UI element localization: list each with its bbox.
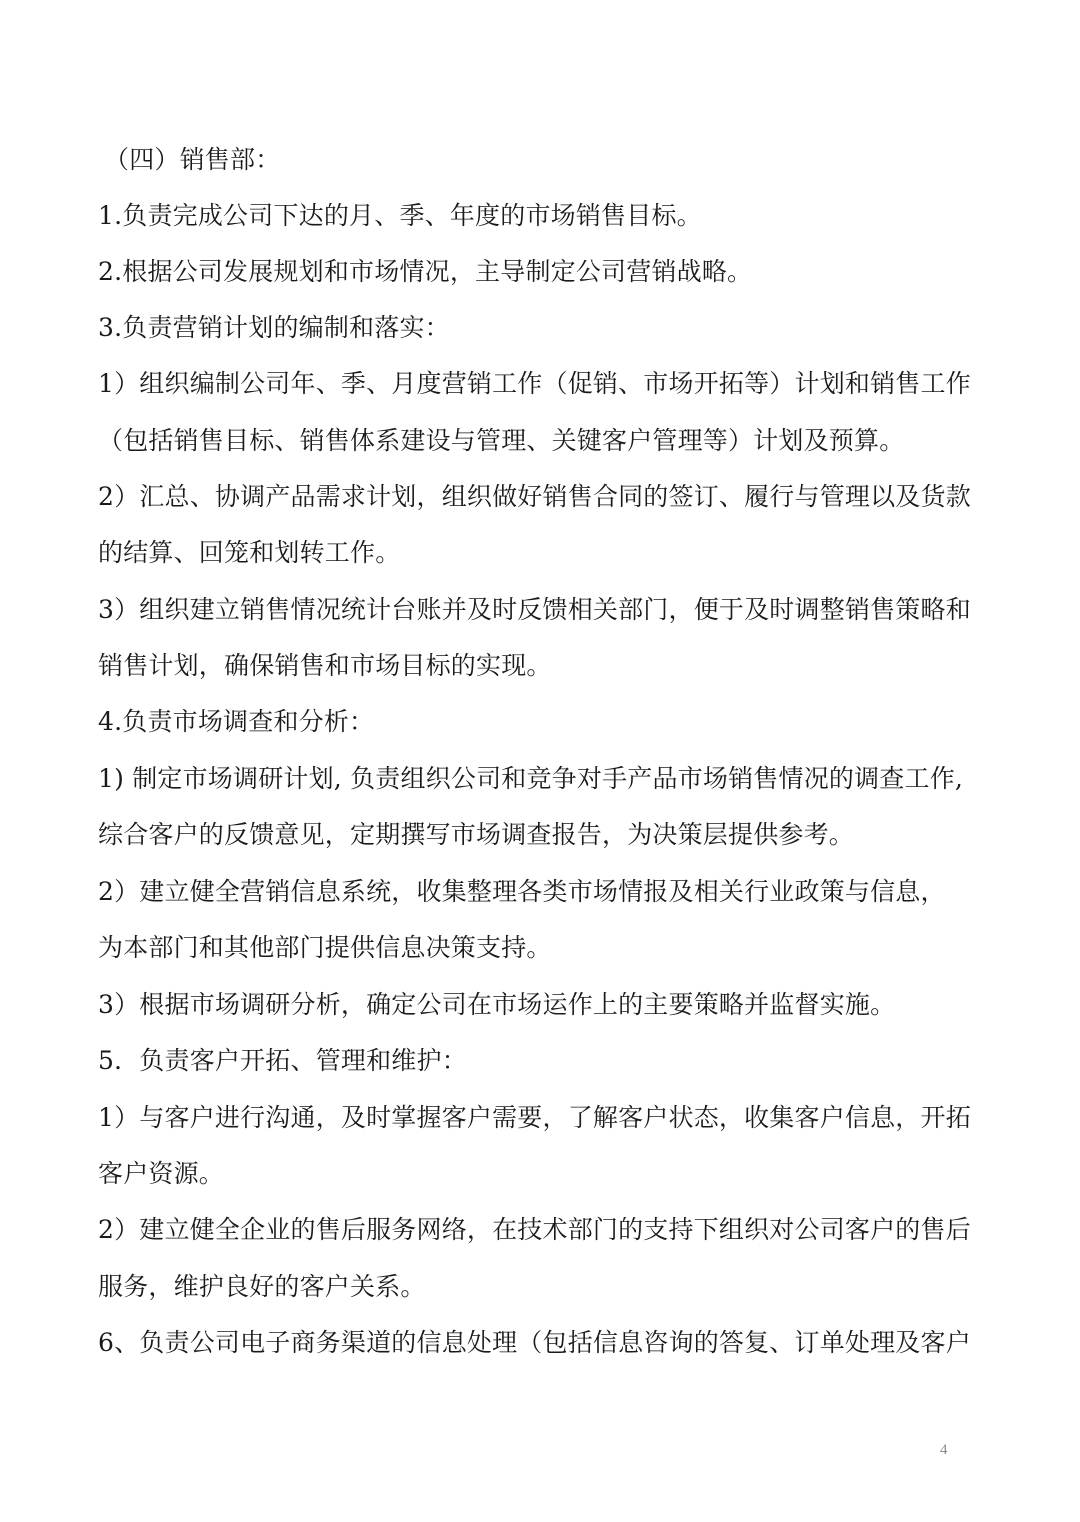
text-line-2: 2.根据公司发展规划和市场情况，主导制定公司营销战略。: [98, 257, 753, 286]
section-heading: （四）销售部：: [104, 145, 281, 174]
text-line-7: 的结算、回笼和划转工作。: [98, 538, 401, 567]
text-line-17: 1）与客户进行沟通，及时掌握客户需要，了解客户状态，收集客户信息，开拓: [98, 1103, 971, 1132]
text-line-14: 为本部门和其他部门提供信息决策支持。: [98, 933, 552, 962]
text-line-3: 3.负责营销计划的编制和落实：: [98, 313, 450, 342]
text-line-10: 4.负责市场调查和分析：: [98, 707, 375, 736]
text-line-13: 2）建立健全营销信息系统，收集整理各类市场情报及相关行业政策与信息，: [98, 877, 946, 906]
text-line-19: 2）建立健全企业的售后服务网络，在技术部门的支持下组织对公司客户的售后: [98, 1215, 971, 1244]
text-line-11: 1) 制定市场调研计划, 负责组织公司和竞争对手产品市场销售情况的调查工作,: [98, 764, 964, 793]
text-line-20: 服务，维护良好的客户关系。: [98, 1272, 426, 1301]
text-line-9: 销售计划，确保销售和市场目标的实现。: [98, 651, 552, 680]
text-line-8: 3）组织建立销售情况统计台账并及时反馈相关部门，便于及时调整销售策略和: [98, 595, 971, 624]
text-line-16: 5．负责客户开拓、管理和维护：: [98, 1046, 467, 1075]
text-line-18: 客户资源。: [98, 1159, 225, 1188]
text-line-21: 6、负责公司电子商务渠道的信息处理（包括信息咨询的答复、订单处理及客户: [98, 1328, 971, 1357]
text-line-12: 综合客户的反馈意见，定期撰写市场调查报告，为决策层提供参考。: [98, 820, 855, 849]
text-line-4: 1）组织编制公司年、季、月度营销工作（促销、市场开拓等）计划和销售工作: [98, 369, 971, 398]
text-line-5: （包括销售目标、销售体系建设与管理、关键客户管理等）计划及预算。: [98, 426, 905, 455]
text-line-1: 1.负责完成公司下达的月、季、年度的市场销售目标。: [98, 201, 702, 230]
text-line-15: 3）根据市场调研分析，确定公司在市场运作上的主要策略并监督实施。: [98, 990, 896, 1019]
page-number: 4: [940, 1442, 948, 1458]
text-line-6: 2）汇总、协调产品需求计划，组织做好销售合同的签订、履行与管理以及货款: [98, 482, 971, 511]
